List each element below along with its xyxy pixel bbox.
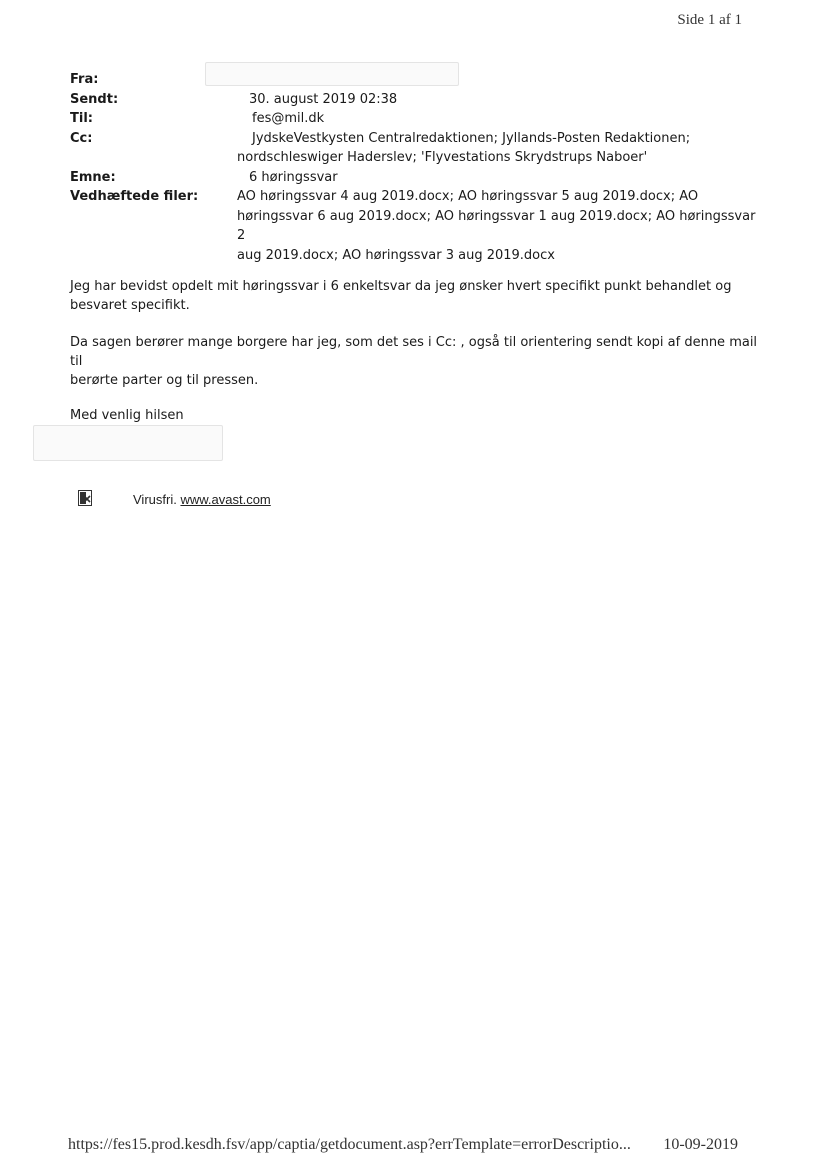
- cc-row: [70, 129, 760, 168]
- email-header: [70, 70, 760, 265]
- attachments-line-1: AO høringssvar 4 aug 2019.docx; AO høringssvar 5 aug 2019.docx; AO: [237, 189, 699, 204]
- from-row: [70, 70, 760, 90]
- paragraph-line: besvaret specifikt.: [70, 298, 190, 313]
- from-label: Fra:: [70, 72, 99, 87]
- subject-row: [70, 168, 760, 188]
- virus-text-wrapper: [133, 492, 271, 507]
- avast-link[interactable]: www.avast.com: [180, 492, 271, 507]
- paragraph-line: Jeg har bevidst opdelt mit høringssvar i 6 enkeltsvar da jeg ønsker hvert specifikt punkt behandlet og: [70, 279, 732, 294]
- subject-label: Emne:: [70, 169, 116, 185]
- cc-label: Cc:: [70, 130, 93, 146]
- cc-line-1: JydskeVestkysten Centralredaktionen; Jyllands-Posten Redaktionen;: [252, 130, 691, 146]
- sent-label: Sendt:: [70, 91, 119, 107]
- attachments-line-2: høringssvar 6 aug 2019.docx; AO høringssvar 1 aug 2019.docx; AO høringssvar 2: [237, 208, 756, 243]
- paragraph-line: berørte parter og til pressen.: [70, 373, 259, 388]
- attachments-label: Vedhæftede filer:: [70, 189, 199, 204]
- subject-value: 6 høringssvar: [249, 169, 338, 185]
- cc-line-2: nordschleswiger Haderslev; 'Flyvestations Skrydstrups Naboer': [237, 150, 648, 165]
- virus-free-label: Virusfri.: [133, 492, 177, 507]
- to-label: Til:: [70, 111, 93, 126]
- broken-image-icon: [78, 490, 92, 506]
- attachments-line-3: aug 2019.docx; AO høringssvar 3 aug 2019.docx: [237, 247, 555, 263]
- sent-value: 30. august 2019 02:38: [249, 91, 398, 107]
- sent-row: [70, 90, 760, 110]
- paragraph-line: Da sagen berører mange borgere har jeg, som det ses i Cc: , også til orientering sendt kopi af denne mail til: [70, 335, 758, 369]
- page-indicator: Side 1 af 1: [677, 12, 742, 28]
- print-url: https://fes15.prod.kesdh.fsv/app/captia/getdocument.asp?errTemplate=errorDescriptio...: [68, 1136, 631, 1153]
- closing-greeting: Med venlig hilsen: [70, 408, 184, 423]
- to-row: [70, 109, 760, 129]
- redacted-signature: [33, 425, 223, 461]
- body-paragraph-2: [70, 333, 760, 390]
- to-value: fes@mil.dk: [252, 111, 325, 126]
- attachments-row: [70, 187, 760, 265]
- body-paragraph-1: [70, 277, 760, 315]
- print-date: 10-09-2019: [663, 1136, 738, 1153]
